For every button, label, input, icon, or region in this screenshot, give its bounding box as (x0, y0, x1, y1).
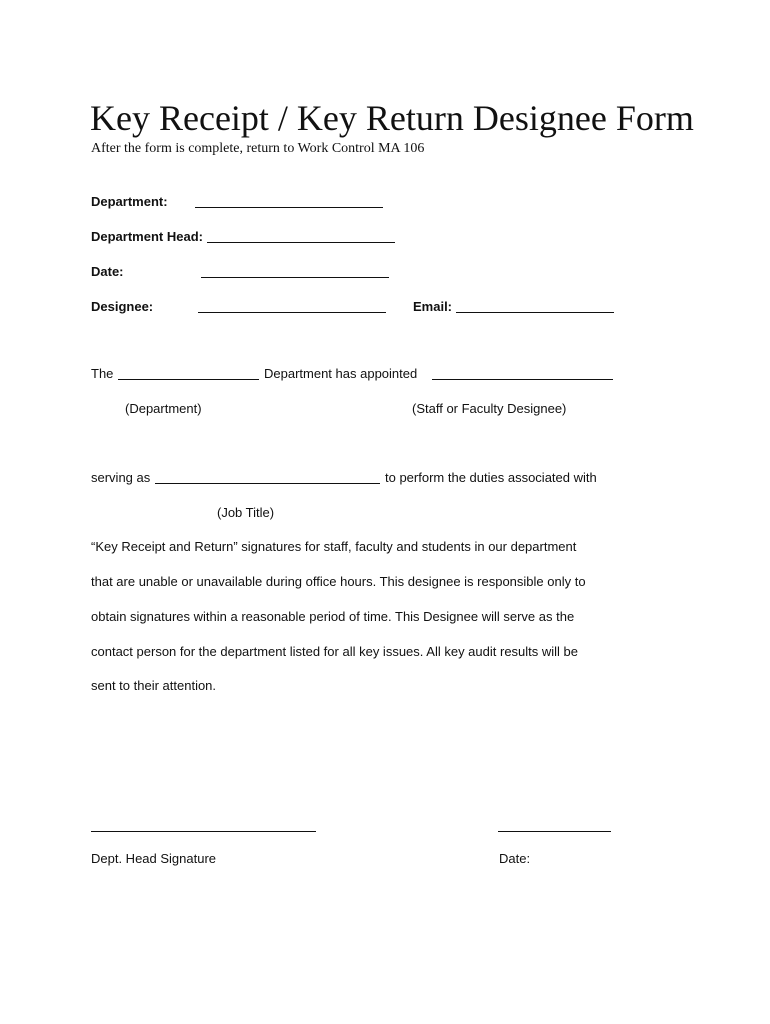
department-field[interactable] (195, 207, 383, 208)
department-caption: (Department) (125, 401, 202, 416)
signature-date-line[interactable] (498, 831, 611, 832)
job-title-caption: (Job Title) (217, 505, 275, 520)
designee-field[interactable] (198, 312, 386, 313)
department-name-field[interactable] (118, 379, 259, 380)
dept-head-signature-label: Dept. Head Signature (91, 851, 217, 866)
email-label: Email: (413, 299, 453, 314)
to-perform-text: to perform the duties associated with (385, 470, 597, 485)
body-line: that are unable or unavailable during office hours. This designee is responsible only to (91, 574, 586, 589)
job-title-field[interactable] (155, 483, 380, 484)
department-label: Department: (91, 194, 168, 209)
date-label: Date: (91, 264, 124, 279)
designee-caption: (Staff or Faculty Designee) (412, 401, 567, 416)
department-has-appointed-text: Department has appointed (264, 366, 418, 381)
designee-name-field[interactable] (432, 379, 613, 380)
signature-date-label: Date: (499, 851, 531, 866)
date-field[interactable] (201, 277, 389, 278)
department-head-field[interactable] (207, 242, 395, 243)
dept-head-signature-line[interactable] (91, 831, 316, 832)
body-line: “Key Receipt and Return” signatures for staff, faculty and students in our department (91, 539, 577, 554)
serving-as-text: serving as (91, 470, 151, 485)
designee-label: Designee: (91, 299, 154, 314)
body-line: obtain signatures within a reasonable period of time. This Designee will serve as the (91, 609, 575, 624)
body-line: sent to their attention. (91, 678, 217, 693)
the-text: The (91, 366, 114, 381)
department-head-label: Department Head: (91, 229, 203, 244)
email-field[interactable] (456, 312, 614, 313)
form-instruction: After the form is complete, return to Work Control MA 106 (91, 141, 425, 156)
page-title: Key Receipt / Key Return Designee Form (90, 98, 694, 138)
body-line: contact person for the department listed for all key issues. All key audit results will be (91, 644, 579, 659)
